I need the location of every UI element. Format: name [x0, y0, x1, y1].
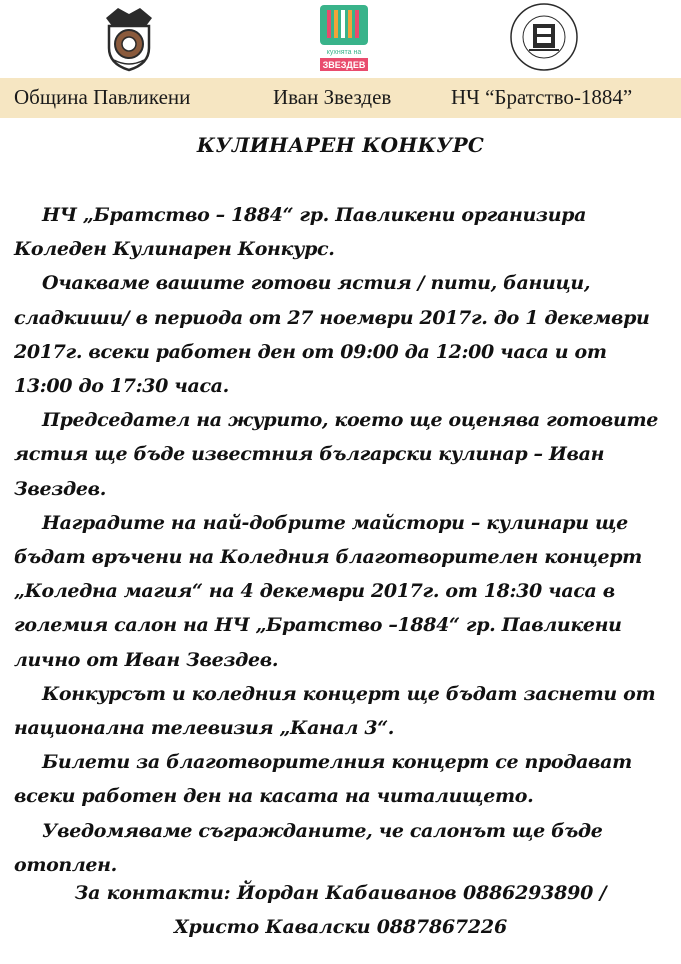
contact-line-2: Христо Кавалски 0887867226 [174, 916, 507, 939]
band-municipality: Община Павликени [14, 85, 191, 109]
header-band [0, 78, 681, 118]
paragraph-jury: Председател на журито, което ще оценява готовите ястия ще бъде известния български кулинар – Иван Звездев. [14, 409, 658, 500]
band-chitalishte: НЧ “Братство-1884” [451, 85, 633, 109]
paragraph-television: Конкурсът и коледния концерт ще бъдат заснети от национална телевизия „Канал 3“. [14, 682, 656, 740]
paragraph-organizer: НЧ „Братство – 1884“ гр. Павликени организира Коледен Кулинарен Конкурс. [14, 204, 587, 261]
paragraph-heating: Уведомяваме съгражданите, че салонът ще бъде отоплен. [14, 819, 603, 876]
chitalishte-seal-icon [509, 2, 579, 72]
page-title: КУЛИНАРЕН КОНКУРС [196, 133, 485, 157]
paragraph-tickets: Билети за благотворителния концерт се продават всеки работен ден на касата на читалището. [14, 751, 632, 808]
band-chef-name: Иван Звездев [273, 85, 392, 109]
logo-mid-top-text: кухнята на [326, 49, 362, 56]
contact-line-1: За контакти: Йордан Кабаиванов 0886293890 / [74, 882, 607, 904]
logo-row [0, 0, 681, 78]
logo-mid-bottom-text: ЗВЕЗДЕВ [322, 60, 366, 70]
paragraph-dates: Очакваме вашите готови ястия / пити, баници, сладкиши/ в периода от 27 ноември 2017г. до 1 декември 2017г. всеки работен ден от 09:00 да 12:00 часа и от 13:00 до 17:30 часа. [14, 272, 650, 398]
crest-emblem-icon [100, 4, 158, 72]
contacts-block [0, 876, 681, 944]
body-text [14, 198, 669, 882]
kitchen-utensils-icon [319, 4, 369, 72]
paragraph-awards: Наградите на най-добрите майстори – кулинари ще бъдат връчени на Коледния благотворителен концерт „Коледна магия“ на 4 декември 2017г. от 18:30 часа в големия салон на НЧ „Братство –1884“ гр. Павликени лично от Иван Звездев. [14, 511, 642, 671]
